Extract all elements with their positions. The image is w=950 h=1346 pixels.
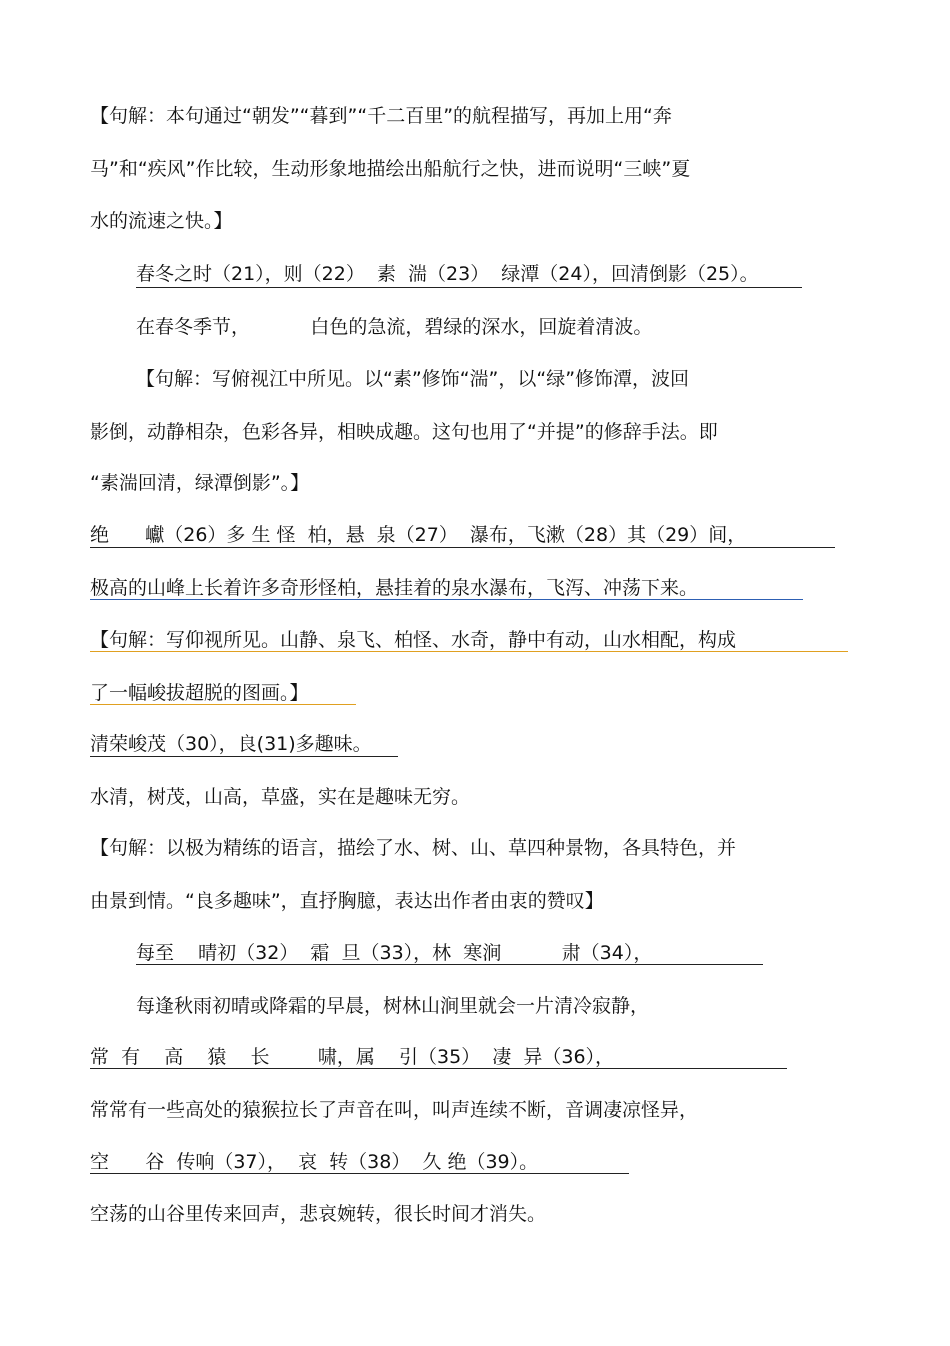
underline bbox=[90, 1173, 629, 1174]
text-line: 影倒，动静相杂，色彩各异，相映成趣。这句也用了“并提”的修辞手法。即 bbox=[90, 421, 718, 443]
underline bbox=[136, 964, 763, 965]
underline bbox=[136, 287, 802, 288]
text-line: 【句解：写俯视江中所见。以“素”修饰“湍”，以“绿”修饰潭，波回 bbox=[136, 368, 690, 390]
translation-line: 每逢秋雨初晴或降霜的早晨，树林山涧里就会一片清冷寂静， bbox=[136, 995, 650, 1017]
text-line: 【句解：以极为精练的语言，描绘了水、树、山、草四种景物，各具特色，并 bbox=[90, 837, 737, 859]
classical-text-line: 空 谷 传响（37）， 哀 转（38） 久 绝（39）。 bbox=[90, 1151, 539, 1173]
text-line: 水的流速之快。】 bbox=[90, 210, 233, 232]
translation-line: 常常有一些高处的猿猴拉长了声音在叫，叫声连续不断，音调凄凉怪异， bbox=[90, 1099, 699, 1121]
underline bbox=[90, 651, 848, 652]
translation-line: 极高的山峰上长着许多奇形怪柏，悬挂着的泉水瀑布，飞泻、冲荡下来。 bbox=[90, 577, 699, 599]
underline bbox=[90, 704, 356, 705]
classical-text-line: 春冬之时（21），则（22） 素 湍（23） 绿潭（24），回清倒影（25）。 bbox=[136, 263, 759, 285]
underline bbox=[90, 599, 803, 600]
translation-line: 空荡的山谷里传来回声，悲哀婉转，很长时间才消失。 bbox=[90, 1203, 547, 1225]
underline bbox=[90, 756, 398, 757]
underline bbox=[90, 1068, 787, 1069]
text-line: 由景到情。“良多趣味”，直抒胸臆，表达出作者由衷的赞叹】 bbox=[90, 890, 604, 912]
classical-text-line: 常 有 高 猿 长 啸，属 引（35） 凄 异（36）， bbox=[90, 1046, 615, 1068]
text-line: 【句解：写仰视所见。山静、泉飞、柏怪、水奇，静中有动，山水相配，构成 bbox=[90, 629, 737, 651]
classical-text-line: 每至 晴初（32） 霜 旦（33），林 寒涧 肃（34）， bbox=[136, 942, 653, 964]
translation-line: 水清，树茂，山高，草盛，实在是趣味无穷。 bbox=[90, 786, 471, 808]
classical-text-line: 绝 巘（26）多 生 怪 柏，悬 泉（27） 瀑布，飞漱（28）其（29）间， bbox=[90, 524, 747, 546]
text-line: 【句解：本句通过“朝发”“暮到”“千二百里”的航程描写，再加上用“奔 bbox=[90, 105, 672, 127]
translation-line: 在春冬季节， 白色的急流，碧绿的深水，回旋着清波。 bbox=[136, 316, 653, 338]
classical-text-line: 清荣峻茂（30），良(31)多趣味。 bbox=[90, 733, 372, 755]
text-line: 了一幅峻拔超脱的图画。】 bbox=[90, 682, 309, 704]
text-line: 马”和“疾风”作比较，生动形象地描绘出船航行之快，进而说明“三峡”夏 bbox=[90, 158, 691, 180]
text-line: “素湍回清，绿潭倒影”。】 bbox=[90, 472, 310, 494]
underline bbox=[90, 547, 835, 548]
